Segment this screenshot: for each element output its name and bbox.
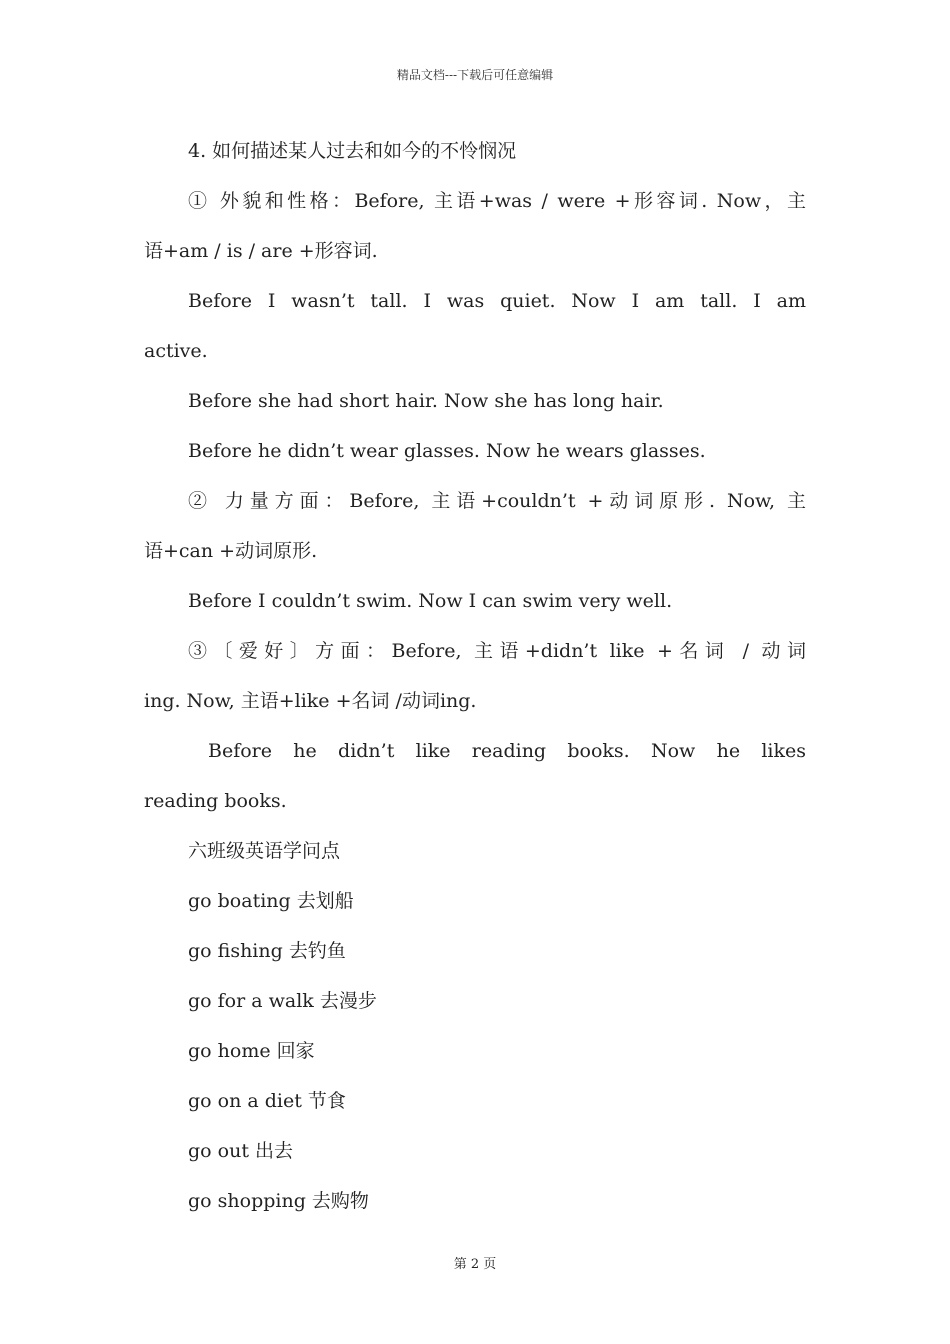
text-line: ing. Now, 主语+like +名词 /动词ing. (144, 690, 477, 712)
text-line: ① 外貌和性格：Before, 主语+was / were +形容词. Now，主 (188, 190, 806, 212)
vocab-item: go home 回家 (188, 1040, 315, 1062)
page-number: 第 2 页 (453, 1257, 497, 1272)
document-body (144, 126, 806, 1226)
vocab-item: go fishing 去钓鱼 (188, 940, 346, 962)
vocab-item: go boating 去划船 (188, 890, 354, 912)
example-sentence: reading books. (144, 790, 287, 812)
vocab-item: go on a diet 节食 (188, 1090, 346, 1112)
example-sentence: Before he didn’t like reading books. Now he likes (208, 740, 806, 762)
vocab-item: go for a walk 去漫步 (188, 990, 377, 1012)
text-line: ③〔爱好〕方面：Before, 主语+didn’t like +名词 / 动词 (188, 640, 806, 662)
example-sentence: Before I wasn’t tall. I was quiet. Now I am tall. I am (188, 290, 806, 312)
text-line: 语+am / is / are +形容词. (144, 240, 378, 262)
text-line: ② 力量方面：Before, 主语+couldn’t +动词原形. Now, 主 (188, 490, 806, 512)
example-sentence: Before she had short hair. Now she has long hair. (188, 390, 664, 412)
example-sentence: active. (144, 340, 208, 362)
example-sentence: Before I couldn’t swim. Now I can swim very well. (188, 590, 673, 612)
vocab-item: go shopping 去购物 (188, 1190, 369, 1212)
vocab-item: go out 出去 (188, 1140, 293, 1162)
page-header: 精品文档---下载后可任意编辑 (396, 68, 554, 82)
example-sentence: Before he didn’t wear glasses. Now he wears glasses. (188, 440, 706, 462)
text-line: 语+can +动词原形. (144, 540, 318, 562)
section-heading: 六班级英语学问点 (188, 840, 341, 862)
section-heading: 4. 如何描述某人过去和如今的不怜悯况 (188, 140, 517, 162)
